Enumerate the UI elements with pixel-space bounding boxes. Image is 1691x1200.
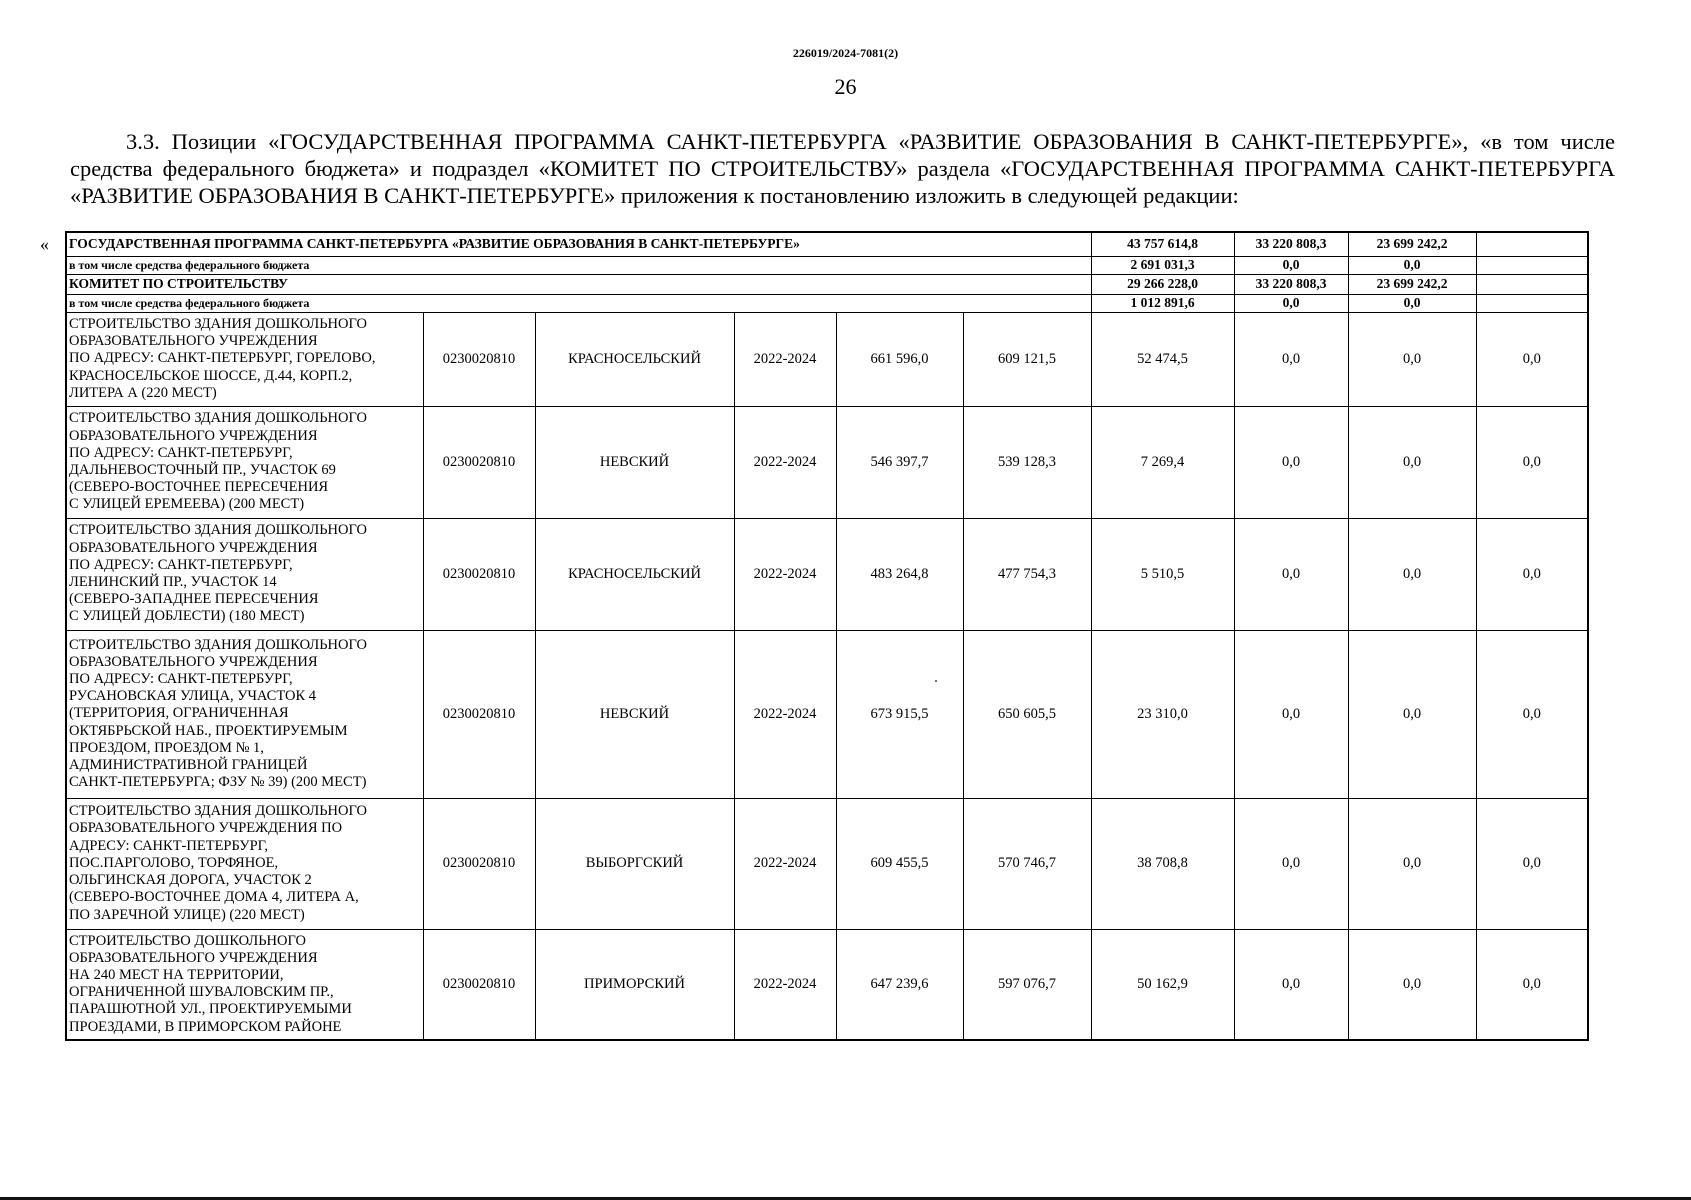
object-period: 2022-2024 xyxy=(734,630,836,798)
object-name-line: ПРОЕЗДОМ, ПРОЕЗДОМ № 1, xyxy=(69,739,264,756)
object-name xyxy=(66,518,423,630)
object-amount-year-1: 23 310,0 xyxy=(1091,630,1234,798)
object-name-line: ПО АДРЕСУ: САНКТ-ПЕТЕРБУРГ, xyxy=(69,556,293,573)
summary-label: КОМИТЕТ ПО СТРОИТЕЛЬСТВУ xyxy=(66,274,1091,294)
object-total-cost: 609 455,5 xyxy=(836,798,963,929)
summary-value: 43 757 614,8 xyxy=(1091,232,1234,256)
object-amount-year-4: 0,0 xyxy=(1476,312,1588,406)
table-row xyxy=(66,518,1588,630)
object-name-line: ЛЕНИНСКИЙ ПР., УЧАСТОК 14 xyxy=(69,574,277,590)
object-amount-year-1: 38 708,8 xyxy=(1091,798,1234,929)
object-total-cost: 647 239,6 xyxy=(836,929,963,1040)
object-name-line: ПОС.ПАРГОЛОВО, ТОРФЯНОЕ, xyxy=(69,854,279,871)
object-name-line: СТРОИТЕЛЬСТВО ЗДАНИЯ ДОШКОЛЬНОГО xyxy=(69,315,367,332)
summary-row-committee xyxy=(66,274,1588,294)
summary-label: в том числе средства федерального бюджета xyxy=(66,294,1091,312)
amendment-text: 3.3. Позиции «ГОСУДАРСТВЕННАЯ ПРОГРАММА САНКТ-ПЕТЕРБУРГА «РАЗВИТИЕ ОБРАЗОВАНИЯ В САНКТ-ПЕТЕРБУРГЕ», «в том числе средства федерального бюджета» и подраздел «КОМИТЕТ ПО СТРОИТЕЛЬСТВУ» раздела «ГОСУДАРСТВЕННАЯ ПРОГРАММА САНКТ-ПЕТЕРБУРГА «РАЗВИТИЕ ОБРАЗОВАНИЯ В САНКТ-ПЕТЕРБУРГЕ» приложения к постановлению изложить в следующей редакции: xyxy=(70,129,1615,208)
object-amount-year-4: 0,0 xyxy=(1476,798,1588,929)
object-amount-year-1: 5 510,5 xyxy=(1091,518,1234,630)
object-name-line: ОБРАЗОВАТЕЛЬНОГО УЧРЕЖДЕНИЯ xyxy=(69,427,318,444)
table-row xyxy=(66,406,1588,518)
object-name-line: (СЕВЕРО-ЗАПАДНЕЕ ПЕРЕСЕЧЕНИЯ xyxy=(69,591,319,608)
object-name-line: САНКТ-ПЕТЕРБУРГА; ФЗУ № 39) (200 МЕСТ) xyxy=(69,774,367,791)
object-name-line: С УЛИЦЕЙ ЕРЕМЕЕВА) (200 МЕСТ) xyxy=(69,496,305,513)
object-code: 0230020810 xyxy=(423,630,535,798)
summary-value: 0,0 xyxy=(1234,256,1348,274)
object-name-line: ДАЛЬНЕВОСТОЧНЫЙ ПР., УЧАСТОК 69 xyxy=(69,462,336,478)
object-name-line: ОБРАЗОВАТЕЛЬНОГО УЧРЕЖДЕНИЯ xyxy=(69,653,318,670)
summary-label: в том числе средства федерального бюджета xyxy=(66,256,1091,274)
object-name-line: ОБРАЗОВАТЕЛЬНОГО УЧРЕЖДЕНИЯ xyxy=(69,333,318,350)
object-district: ВЫБОРГСКИЙ xyxy=(535,798,734,929)
object-amount-year-3: 0,0 xyxy=(1348,630,1476,798)
object-amount-year-2: 0,0 xyxy=(1234,518,1348,630)
object-amount-year-2: 0,0 xyxy=(1234,406,1348,518)
summary-value xyxy=(1476,232,1588,256)
object-name-line: ОКТЯБРЬСКОЙ НАБ., ПРОЕКТИРУЕМЫМ xyxy=(69,722,348,739)
summary-value: 29 266 228,0 xyxy=(1091,274,1234,294)
object-prior-financing: 597 076,7 xyxy=(963,929,1091,1040)
object-name-line: ПАРАШЮТНОЙ УЛ., ПРОЕКТИРУЕМЫМИ xyxy=(69,1001,352,1018)
object-amount-year-4: 0,0 xyxy=(1476,929,1588,1040)
object-amount-year-2: 0,0 xyxy=(1234,929,1348,1040)
object-name-line: С УЛИЦЕЙ ДОБЛЕСТИ) (180 МЕСТ) xyxy=(69,608,305,625)
object-amount-year-2: 0,0 xyxy=(1234,798,1348,929)
object-amount-year-4: 0,0 xyxy=(1476,630,1588,798)
object-name-line: ЛИТЕРА А (220 МЕСТ) xyxy=(69,384,217,401)
object-name xyxy=(66,406,423,518)
object-amount-year-1: 7 269,4 xyxy=(1091,406,1234,518)
object-name-line: АДМИНИСТРАТИВНОЙ ГРАНИЦЕЙ xyxy=(69,757,308,773)
object-amount-year-3: 0,0 xyxy=(1348,312,1476,406)
object-name-line: ПО ЗАРЕЧНОЙ УЛИЦЕ) (220 МЕСТ) xyxy=(69,906,305,923)
summary-value: 0,0 xyxy=(1348,256,1476,274)
scan-speck xyxy=(935,680,937,682)
object-period: 2022-2024 xyxy=(734,798,836,929)
summary-value: 0,0 xyxy=(1234,294,1348,312)
summary-value: 33 220 808,3 xyxy=(1234,232,1348,256)
summary-value: 2 691 031,3 xyxy=(1091,256,1234,274)
object-name-line: ПО АДРЕСУ: САНКТ-ПЕТЕРБУРГ, xyxy=(69,670,293,687)
summary-label: ГОСУДАРСТВЕННАЯ ПРОГРАММА САНКТ-ПЕТЕРБУРГА «РАЗВИТИЕ ОБРАЗОВАНИЯ В САНКТ-ПЕТЕРБУРГЕ» xyxy=(66,232,1091,256)
object-name-line: СТРОИТЕЛЬСТВО ЗДАНИЯ ДОШКОЛЬНОГО xyxy=(69,522,367,539)
summary-value: 23 699 242,2 xyxy=(1348,232,1476,256)
table-row xyxy=(66,929,1588,1040)
object-period: 2022-2024 xyxy=(734,312,836,406)
object-period: 2022-2024 xyxy=(734,518,836,630)
object-name-line: ОЛЬГИНСКАЯ ДОРОГА, УЧАСТОК 2 xyxy=(69,872,312,889)
object-name-line: ПО АДРЕСУ: САНКТ-ПЕТЕРБУРГ, xyxy=(69,444,293,461)
object-amount-year-2: 0,0 xyxy=(1234,630,1348,798)
object-name-line: СТРОИТЕЛЬСТВО ЗДАНИЯ ДОШКОЛЬНОГО xyxy=(69,410,367,427)
object-period: 2022-2024 xyxy=(734,929,836,1040)
object-name-line: ПРОЕЗДАМИ, В ПРИМОРСКОМ РАЙОНЕ xyxy=(69,1018,342,1035)
object-name xyxy=(66,630,423,798)
object-name xyxy=(66,929,423,1040)
object-amount-year-3: 0,0 xyxy=(1348,518,1476,630)
object-district: НЕВСКИЙ xyxy=(535,630,734,798)
object-amount-year-3: 0,0 xyxy=(1348,929,1476,1040)
summary-value xyxy=(1476,294,1588,312)
opening-quote-mark: « xyxy=(40,234,49,254)
table-row xyxy=(66,630,1588,798)
table-row xyxy=(66,312,1588,406)
object-prior-financing: 650 605,5 xyxy=(963,630,1091,798)
object-name-line: КРАСНОСЕЛЬСКОЕ ШОССЕ, Д.44, КОРП.2, xyxy=(69,367,353,384)
object-prior-financing: 477 754,3 xyxy=(963,518,1091,630)
summary-row-program-federal xyxy=(66,256,1588,274)
summary-row-committee-federal xyxy=(66,294,1588,312)
object-district: ПРИМОРСКИЙ xyxy=(535,929,734,1040)
budget-table xyxy=(65,231,1589,1041)
object-amount-year-3: 0,0 xyxy=(1348,406,1476,518)
summary-value: 0,0 xyxy=(1348,294,1476,312)
object-total-cost: 673 915,5 xyxy=(836,630,963,798)
object-code: 0230020810 xyxy=(423,518,535,630)
object-total-cost: 483 264,8 xyxy=(836,518,963,630)
object-total-cost: 546 397,7 xyxy=(836,406,963,518)
table-row xyxy=(66,798,1588,929)
object-name-line: ОБРАЗОВАТЕЛЬНОГО УЧРЕЖДЕНИЯ xyxy=(69,539,318,556)
object-code: 0230020810 xyxy=(423,406,535,518)
object-name-line: (СЕВЕРО-ВОСТОЧНЕЕ ДОМА 4, ЛИТЕРА А, xyxy=(69,889,359,906)
object-amount-year-2: 0,0 xyxy=(1234,312,1348,406)
amendment-paragraph xyxy=(70,128,1615,209)
summary-value xyxy=(1476,274,1588,294)
object-total-cost: 661 596,0 xyxy=(836,312,963,406)
summary-row-program xyxy=(66,232,1588,256)
object-prior-financing: 539 128,3 xyxy=(963,406,1091,518)
object-code: 0230020810 xyxy=(423,798,535,929)
object-name-line: (ТЕРРИТОРИЯ, ОГРАНИЧЕННАЯ xyxy=(69,705,289,722)
object-name-line: РУСАНОВСКАЯ УЛИЦА, УЧАСТОК 4 xyxy=(69,688,317,705)
object-code: 0230020810 xyxy=(423,312,535,406)
page-number: 26 xyxy=(834,74,857,99)
object-prior-financing: 570 746,7 xyxy=(963,798,1091,929)
object-name-line: АДРЕСУ: САНКТ-ПЕТЕРБУРГ, xyxy=(69,837,269,854)
object-amount-year-4: 0,0 xyxy=(1476,518,1588,630)
object-name-line: (СЕВЕРО-ВОСТОЧНЕЕ ПЕРЕСЕЧЕНИЯ xyxy=(69,479,329,496)
object-amount-year-1: 52 474,5 xyxy=(1091,312,1234,406)
object-name-line: СТРОИТЕЛЬСТВО ДОШКОЛЬНОГО xyxy=(69,932,306,949)
object-name-line: СТРОИТЕЛЬСТВО ЗДАНИЯ ДОШКОЛЬНОГО xyxy=(69,803,367,820)
object-amount-year-1: 50 162,9 xyxy=(1091,929,1234,1040)
object-district: НЕВСКИЙ xyxy=(535,406,734,518)
object-name-line: ПО АДРЕСУ: САНКТ-ПЕТЕРБУРГ, ГОРЕЛОВО, xyxy=(69,350,376,367)
object-amount-year-4: 0,0 xyxy=(1476,406,1588,518)
object-name-line: ОБРАЗОВАТЕЛЬНОГО УЧРЕЖДЕНИЯ ПО xyxy=(69,820,343,837)
summary-value: 1 012 891,6 xyxy=(1091,294,1234,312)
object-name-line: ОГРАНИЧЕННОЙ ШУВАЛОВСКИМ ПР., xyxy=(69,984,334,1001)
summary-value: 33 220 808,3 xyxy=(1234,274,1348,294)
object-name-line: СТРОИТЕЛЬСТВО ЗДАНИЯ ДОШКОЛЬНОГО xyxy=(69,636,367,653)
object-code: 0230020810 xyxy=(423,929,535,1040)
object-name xyxy=(66,312,423,406)
summary-value xyxy=(1476,256,1588,274)
object-amount-year-3: 0,0 xyxy=(1348,798,1476,929)
object-district: КРАСНОСЕЛЬСКИЙ xyxy=(535,312,734,406)
object-period: 2022-2024 xyxy=(734,406,836,518)
document-registration-number: 226019/2024-7081(2) xyxy=(792,46,899,60)
summary-value: 23 699 242,2 xyxy=(1348,274,1476,294)
object-name-line: НА 240 МЕСТ НА ТЕРРИТОРИИ, xyxy=(69,967,284,984)
object-name xyxy=(66,798,423,929)
object-name-line: ОБРАЗОВАТЕЛЬНОГО УЧРЕЖДЕНИЯ xyxy=(69,949,318,966)
object-district: КРАСНОСЕЛЬСКИЙ xyxy=(535,518,734,630)
object-prior-financing: 609 121,5 xyxy=(963,312,1091,406)
